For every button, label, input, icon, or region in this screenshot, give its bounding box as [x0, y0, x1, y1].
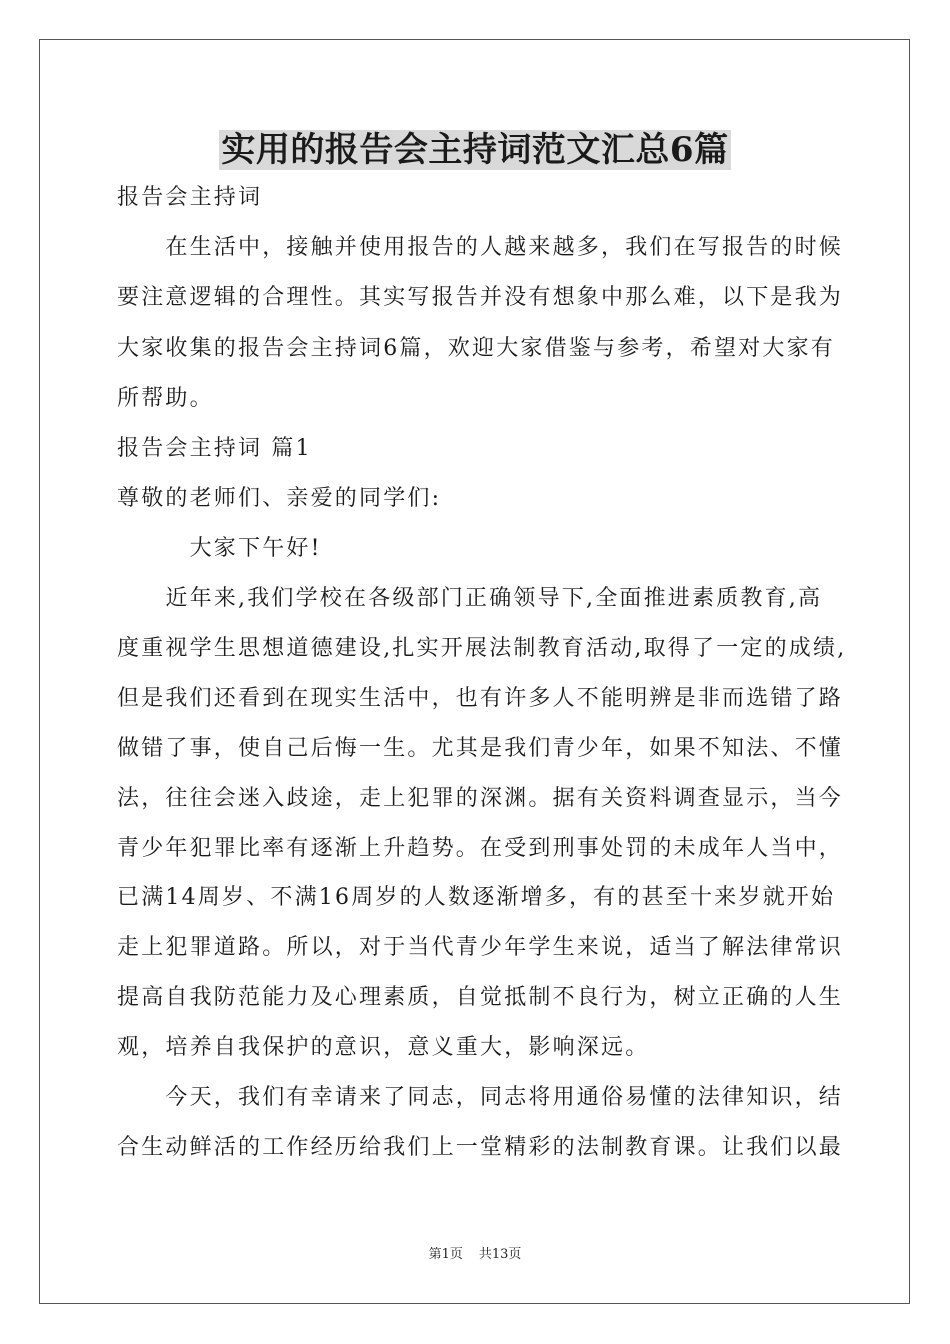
text-line-9: 近年来,我们学校在各级部门正确领导下,全面推进素质教育,高	[117, 586, 823, 611]
text-line-4: 大家收集的报告会主持词6篇，欢迎大家借鉴与参考，希望对大家有	[117, 336, 835, 361]
text-line-2: 在生活中，接触并使用报告的人越来越多，我们在写报告的时候	[117, 235, 844, 260]
text-line-10: 度重视学生思想道德建设,扎实开展法制教育活动,取得了一定的成绩,	[117, 636, 847, 661]
text-line-8: 大家下午好!	[117, 536, 322, 561]
text-line-20: 合生动鲜活的工作经历给我们上一堂精彩的法制教育课。让我们以最	[117, 1135, 844, 1160]
text-line-5: 所帮助。	[117, 386, 214, 411]
page-total: 共13页	[478, 1247, 522, 1262]
document-title-text: 实用的报告会主持词范文汇总6篇	[221, 130, 729, 170]
text-line-6: 报告会主持词 篇1	[117, 436, 312, 461]
text-line-11: 但是我们还看到在现实生活中，也有许多人不能明辨是非而选错了路	[117, 686, 844, 711]
text-line-7: 尊敬的老师们、亲爱的同学们:	[117, 486, 442, 511]
document-title	[0, 127, 950, 173]
text-line-19: 今天，我们有幸请来了同志，同志将用通俗易懂的法律知识，结	[117, 1085, 844, 1110]
text-line-12: 做错了事，使自己后悔一生。尤其是我们青少年，如果不知法、不懂	[117, 736, 844, 761]
text-line-3: 要注意逻辑的合理性。其实写报告并没有想象中那么难，以下是我为	[117, 285, 844, 310]
text-line-17: 提高自我防范能力及心理素质，自觉抵制不良行为，树立正确的人生	[117, 985, 844, 1010]
page-border	[39, 39, 910, 1304]
text-line-14: 青少年犯罪比率有逐渐上升趋势。在受到刑事处罚的未成年人当中，	[117, 836, 844, 861]
text-line-16: 走上犯罪道路。所以，对于当代青少年学生来说，适当了解法律常识	[117, 935, 844, 960]
text-line-13: 法，往往会迷入歧途，走上犯罪的深渊。据有关资料调查显示，当今	[117, 786, 844, 811]
page-footer	[0, 1246, 950, 1264]
page-number: 第1页	[428, 1247, 463, 1262]
text-line-1: 报告会主持词	[117, 185, 263, 210]
text-line-18: 观，培养自我保护的意识，意义重大，影响深远。	[117, 1035, 650, 1060]
text-line-15: 已满14周岁、不满16周岁的人数逐渐增多，有的甚至十来岁就开始	[117, 885, 836, 910]
